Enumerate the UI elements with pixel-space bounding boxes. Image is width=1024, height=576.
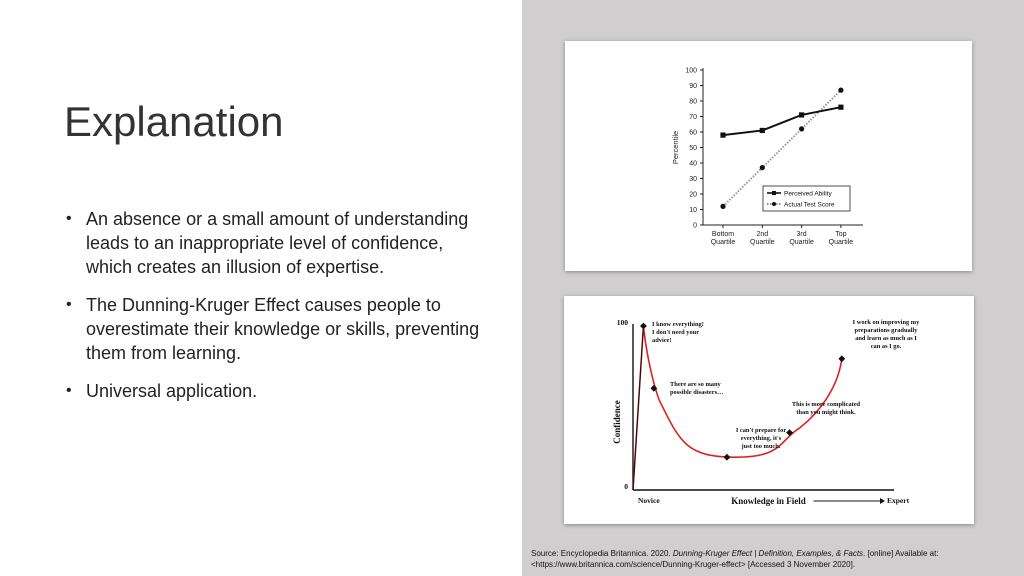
bullet-text: Universal application.: [86, 381, 258, 401]
legend-label-perceived-ability: Perceived Ability: [784, 190, 832, 198]
curve-annotation: I know everything! I don't need your advice!: [652, 321, 704, 344]
bullet-item: [66, 207, 486, 279]
y-tick-label: 100: [685, 67, 697, 75]
x-tick-label: Expert: [887, 496, 910, 505]
data-point-actual-test-score: [799, 126, 804, 131]
data-point-actual-test-score: [838, 88, 843, 93]
x-tick-label: Bottom Quartile: [710, 231, 736, 246]
y-tick-label: 90: [689, 83, 697, 90]
y-tick-label: 100: [616, 318, 628, 327]
x-tick-label: Novice: [638, 496, 660, 505]
curve-annotation: I work on improving my preparations gradually and learn as much as I can as I go.: [852, 319, 920, 350]
dunning-kruger-curve: [564, 296, 974, 524]
bullet-text: An absence or a small amount of understanding leads to an inappropriate level of confidence, which creates an illusion of expertise.: [86, 209, 469, 277]
y-tick-label: 30: [689, 176, 697, 183]
x-axis-arrowhead: [880, 498, 885, 504]
data-point-actual-test-score: [760, 165, 765, 170]
y-tick-label: 70: [689, 114, 697, 121]
curve-marker: [724, 454, 731, 461]
legend-marker-actual-test-score: [772, 202, 776, 206]
bullet-dot: •: [66, 382, 72, 399]
quartile-chart-card: [565, 41, 972, 271]
y-axis-title: Confidence: [612, 400, 622, 444]
bullet-dot: •: [66, 296, 72, 313]
y-tick-label: 80: [689, 98, 697, 106]
x-tick-label: 2nd Quartile: [750, 231, 775, 246]
y-tick-label: 10: [689, 207, 697, 214]
y-axis-title: Percentile: [671, 130, 680, 165]
series-line-perceived-ability: [723, 107, 841, 135]
y-tick-label: 20: [689, 191, 697, 199]
x-axis-title: Knowledge in Field: [731, 496, 806, 506]
source-prefix: Source: Encyclopedia Britannica. 2020.: [531, 549, 673, 558]
curve-marker: [786, 429, 793, 436]
data-point-perceived-ability: [760, 128, 765, 133]
legend-marker-perceived-ability: [772, 191, 776, 195]
y-tick-label: 0: [624, 482, 628, 491]
bullet-item: [66, 379, 486, 403]
x-tick-label: 3rd Quartile: [789, 231, 814, 246]
y-tick-label: 40: [689, 160, 697, 168]
dunning-kruger-curve-card: [564, 296, 974, 524]
data-point-actual-test-score: [720, 204, 725, 209]
curve-annotation: This is more complicated than you might think.: [791, 401, 861, 416]
curve-annotation: There are so many possible disasters…: [670, 381, 724, 396]
source-title: Dunning-Kruger Effect | Definition, Examples, & Facts: [672, 549, 864, 558]
data-point-perceived-ability: [838, 105, 843, 110]
legend-label-actual-test-score: Actual Test Score: [784, 201, 835, 209]
y-tick-label: 0: [693, 222, 697, 230]
y-tick-label: 50: [689, 145, 697, 152]
quartile-chart: [565, 41, 972, 271]
rise-line: [633, 326, 643, 490]
x-tick-label: Top Quartile: [828, 231, 854, 246]
y-tick-label: 60: [689, 129, 697, 137]
source-suffix: . [online] Available at: <https://www.britannica.com/science/Dunning-Kruger-effect> [Accessed 3 November 2020].: [531, 549, 939, 569]
curve-marker: [838, 355, 845, 362]
source-citation: [531, 548, 1021, 570]
slide-title: Explanation: [64, 98, 284, 145]
bullet-list: [66, 207, 486, 417]
curve-annotation: I can't prepare for everything, it's just too much.: [735, 427, 787, 450]
curve-marker: [640, 323, 647, 330]
data-point-perceived-ability: [799, 112, 804, 117]
bullet-text: The Dunning-Kruger Effect causes people to overestimate their knowledge or skills, preventing them from learning.: [86, 295, 480, 363]
bullet-item: [66, 293, 486, 365]
confidence-curve: [633, 326, 842, 490]
data-point-perceived-ability: [720, 133, 725, 138]
bullet-dot: •: [66, 210, 72, 227]
